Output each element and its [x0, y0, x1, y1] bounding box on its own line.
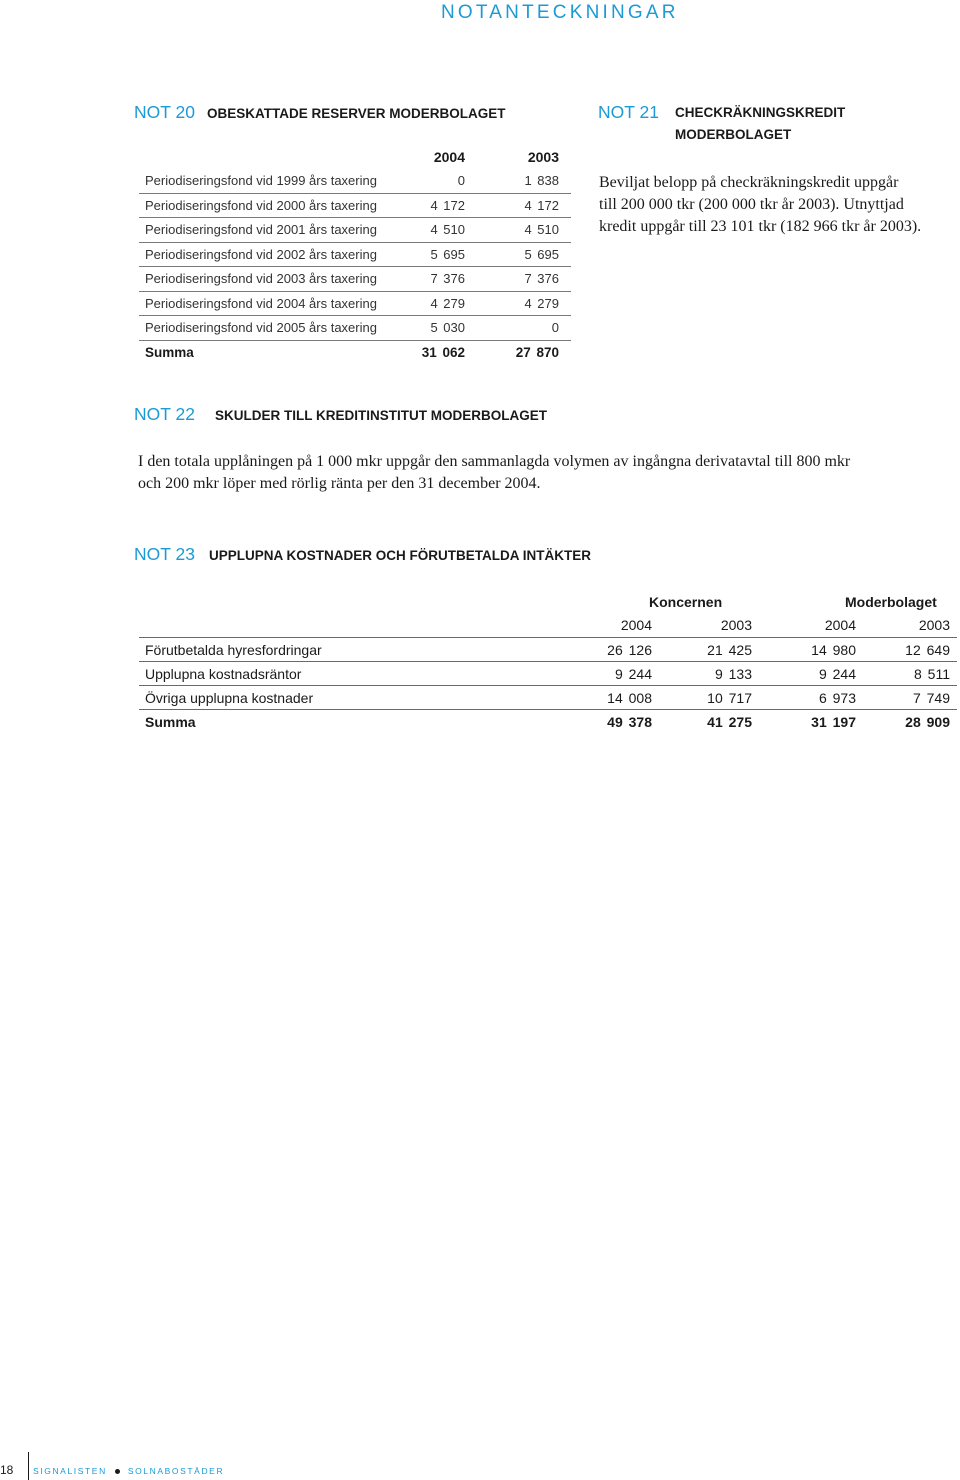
row-label: Upplupna kostnadsräntor: [145, 665, 302, 682]
table-total-row: [139, 341, 571, 365]
moderbolaget-2003: 8 511: [914, 665, 950, 682]
value-2003: 0: [551, 320, 559, 335]
group-header-koncernen: Koncernen: [649, 594, 723, 610]
row-label: Periodiseringsfond vid 2001 års taxering: [145, 222, 377, 237]
body-line: kredit uppgår till 23 101 tkr (182 966 tkr år 2003).: [599, 218, 922, 235]
body-line: I den totala upplåningen på 1 000 mkr uppgår den sammanlagda volymen av ingångna derivatavtal till 800 mkr: [138, 453, 851, 470]
not23-table: [139, 590, 957, 734]
year-header: 2003: [527, 149, 559, 165]
table-row: [139, 267, 571, 292]
body-line: till 200 000 tkr (200 000 tkr år 2003). Utnyttjad: [599, 196, 904, 213]
not21-heading: [598, 102, 845, 146]
table-row: [139, 686, 957, 710]
not21-body: [599, 172, 949, 238]
table-row: [139, 169, 571, 194]
not22-heading: [134, 404, 547, 427]
value-2004: 7 376: [430, 271, 465, 286]
koncernen-2004: 14 008: [607, 690, 652, 707]
not23-number: NOT 23: [134, 544, 195, 564]
not23-heading: [134, 544, 591, 567]
total-koncernen-2003: 41 275: [707, 714, 752, 731]
body-line: och 200 mkr löper med rörlig ränta per den 31 december 2004.: [138, 475, 541, 492]
value-2003: 4 279: [524, 295, 559, 311]
year-header: 2004: [433, 149, 465, 165]
row-label: Periodiseringsfond vid 2004 års taxering: [145, 295, 377, 311]
year-header: 2003: [720, 617, 752, 634]
total-2004: 31 062: [421, 344, 465, 360]
table-row: [139, 316, 571, 341]
not21-title: [675, 102, 845, 146]
table-row: [139, 194, 571, 219]
total-moderbolaget-2003: 28 909: [905, 714, 950, 731]
row-label: Förutbetalda hyresfordringar: [145, 641, 322, 658]
value-2003: 4 510: [524, 222, 559, 237]
value-2003: 4 172: [524, 197, 559, 213]
table-row: [139, 218, 571, 243]
year-header: 2003: [918, 617, 950, 634]
table-row: [139, 662, 957, 686]
table-row: [139, 638, 957, 662]
footer-right-text: SOLNABOSTÄDER: [127, 1466, 225, 1476]
value-2004: 5 030: [430, 320, 465, 335]
group-header-moderbolaget: Moderbolaget: [845, 594, 937, 610]
koncernen-2003: 9 133: [714, 665, 752, 682]
koncernen-2004: 9 244: [614, 665, 652, 682]
value-2004: 5 695: [430, 246, 465, 262]
not22-title: SKULDER TILL KREDITINSTITUT MODERBOLAGET: [214, 408, 547, 423]
koncernen-2003: 10 717: [707, 690, 752, 707]
not20-table: [139, 145, 571, 364]
not20-heading: [134, 102, 505, 125]
moderbolaget-2004: 9 244: [818, 665, 856, 682]
value-2004: 4 172: [430, 197, 465, 213]
footer-publication: [33, 1466, 224, 1476]
koncernen-2003: 21 425: [707, 641, 752, 658]
row-label: Periodiseringsfond vid 2002 års taxering: [145, 246, 377, 262]
not21-number: NOT 21: [598, 102, 659, 122]
not20-title: OBESKATTADE RESERVER MODERBOLAGET: [206, 106, 506, 121]
value-2003: 1 838: [524, 173, 559, 188]
moderbolaget-2004: 14 980: [811, 641, 856, 658]
row-label: Periodiseringsfond vid 2000 års taxering: [145, 197, 377, 213]
value-2003: 5 695: [524, 246, 559, 262]
not20-number: NOT 20: [134, 102, 195, 122]
year-header: 2004: [620, 617, 652, 634]
table-group-header-row: [139, 590, 957, 613]
total-koncernen-2004: 49 378: [607, 714, 652, 731]
table-total-row: [139, 710, 957, 733]
value-2004: 4 510: [430, 222, 465, 237]
table-row: [139, 243, 571, 268]
total-label: Summa: [145, 344, 194, 360]
value-2004: 4 279: [430, 295, 465, 311]
not22-number: NOT 22: [134, 404, 195, 424]
bullet-icon: [115, 1469, 120, 1474]
body-line: Beviljat belopp på checkräkningskredit uppgår: [599, 174, 899, 191]
value-2003: 7 376: [524, 271, 559, 286]
not21-title-line: CHECKRÄKNINGSKREDIT: [674, 105, 846, 120]
not22-body: [138, 451, 958, 495]
row-label: Periodiseringsfond vid 2005 års taxering: [145, 320, 377, 335]
row-label: Periodiseringsfond vid 2003 års taxering: [145, 271, 377, 286]
table-header-row: [139, 613, 957, 637]
row-label: Periodiseringsfond vid 1999 års taxering: [145, 173, 377, 188]
table-row: [139, 292, 571, 317]
koncernen-2004: 26 126: [607, 641, 652, 658]
row-label: Övriga upplupna kostnader: [145, 690, 314, 707]
total-label: Summa: [145, 714, 196, 731]
year-header: 2004: [824, 617, 856, 634]
footer-divider: [28, 1452, 29, 1480]
moderbolaget-2003: 12 649: [905, 641, 950, 658]
total-2003: 27 870: [515, 344, 559, 360]
not23-title: UPPLUPNA KOSTNADER OCH FÖRUTBETALDA INTÄKTER: [208, 548, 591, 563]
moderbolaget-2003: 7 749: [912, 690, 950, 707]
moderbolaget-2004: 6 973: [818, 690, 856, 707]
total-moderbolaget-2004: 31 197: [811, 714, 856, 731]
page-number: 18: [0, 1463, 14, 1477]
value-2004: 0: [457, 173, 465, 188]
table-header-row: [139, 145, 571, 169]
page-section-title: NOTANTECKNINGAR: [441, 2, 679, 23]
footer-left-text: SIGNALISTEN: [33, 1466, 107, 1476]
not21-title-line: MODERBOLAGET: [674, 127, 792, 142]
